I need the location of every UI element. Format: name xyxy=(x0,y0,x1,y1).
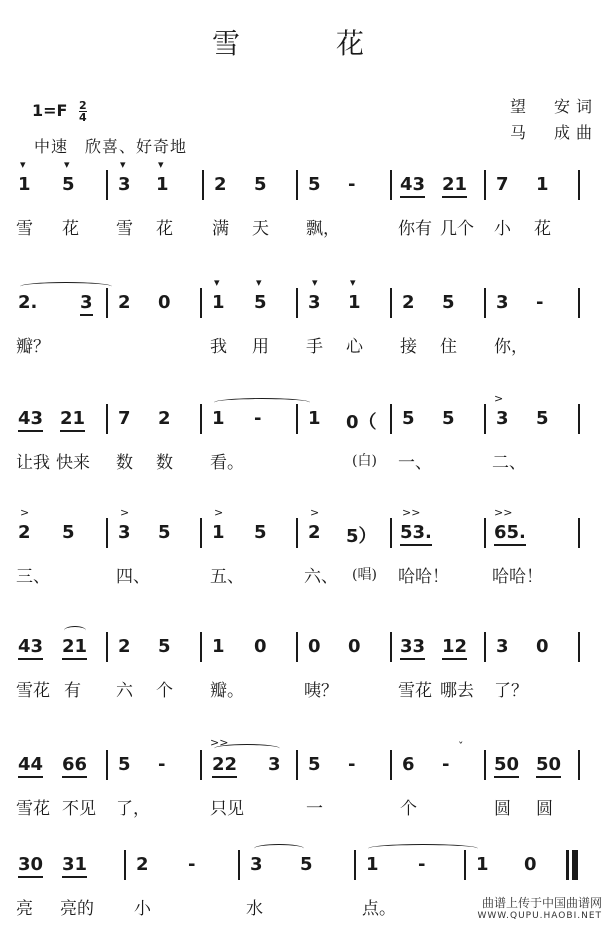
lyric: 个 xyxy=(400,799,417,819)
note: 5 xyxy=(308,174,321,195)
lyric: 雪 xyxy=(116,219,133,239)
note: 6 xyxy=(402,754,415,775)
note: 1 xyxy=(212,636,225,657)
lyric: 亮 xyxy=(16,899,33,919)
bar-line xyxy=(296,288,298,318)
slur xyxy=(20,282,112,291)
bar-line xyxy=(296,518,298,548)
bar-line xyxy=(200,288,202,318)
note: 21 xyxy=(62,636,87,660)
note: 1 xyxy=(348,292,361,313)
note: 0 xyxy=(158,292,171,313)
note: 2 xyxy=(402,292,415,313)
spoken-marking: (白) xyxy=(352,453,377,469)
lyric: 手 xyxy=(306,337,323,357)
note: 1 xyxy=(156,174,169,195)
note: 0 xyxy=(254,636,267,657)
accent-mark: >> xyxy=(210,736,229,749)
bar-line xyxy=(200,404,202,434)
accent-mark: >> xyxy=(494,506,513,519)
lyric: 你， xyxy=(494,337,528,357)
lyric: 雪 xyxy=(16,219,33,239)
watermark xyxy=(477,897,602,923)
lyric: 圆 xyxy=(536,799,553,819)
accent-mark: > xyxy=(20,506,30,519)
note: 53. xyxy=(400,522,432,546)
note: 0 xyxy=(524,854,537,875)
note: 7 xyxy=(118,408,131,429)
note: 21 xyxy=(442,174,467,198)
accent-mark: > xyxy=(120,506,130,519)
accent-mark: ▾ xyxy=(20,158,26,171)
note: 3 xyxy=(496,636,509,657)
lyric: 小 xyxy=(134,899,151,919)
bar-line xyxy=(464,850,466,880)
note: 1 xyxy=(366,854,379,875)
bar-line xyxy=(484,288,486,318)
note: 0 xyxy=(308,636,321,657)
bar-line xyxy=(238,850,240,880)
note: - xyxy=(442,754,450,775)
accent-mark: ▾ xyxy=(312,276,318,289)
bar-line xyxy=(578,750,580,780)
lyric: 水 xyxy=(246,899,263,919)
note: 43 xyxy=(400,174,425,198)
lyric: 让我 xyxy=(16,453,50,473)
slur xyxy=(254,844,304,853)
bar-line xyxy=(106,518,108,548)
lyrics-row xyxy=(0,214,610,240)
note: 3 xyxy=(268,754,281,775)
composer-credit: 马 成曲 xyxy=(510,123,599,142)
note: 33 xyxy=(400,636,425,660)
note: - xyxy=(158,754,166,775)
bar-line xyxy=(390,632,392,662)
note: 5 xyxy=(62,174,75,195)
lyric: 一 xyxy=(306,799,323,819)
lyrics-row xyxy=(0,332,610,358)
note: 5 xyxy=(442,408,455,429)
notes-row xyxy=(0,736,610,782)
lyric: 了？ xyxy=(494,681,528,701)
note: 50 xyxy=(494,754,519,778)
lyric: 住 xyxy=(440,337,457,357)
note: 22 xyxy=(212,754,237,778)
bar-line xyxy=(484,632,486,662)
note: 5 xyxy=(254,292,267,313)
notes-row xyxy=(0,392,610,436)
final-bar-line-thin xyxy=(566,850,569,880)
lyric: 雪花 xyxy=(398,681,432,701)
note: 3 xyxy=(308,292,321,313)
bar-line xyxy=(484,750,486,780)
note: 2 xyxy=(214,174,227,195)
note: 1 xyxy=(18,174,31,195)
lyric: 不见 xyxy=(62,799,96,819)
note: 30 xyxy=(18,854,43,878)
lyric: 四、 xyxy=(116,567,150,587)
note: 5 xyxy=(118,754,131,775)
lyric: 哈哈！ xyxy=(492,567,543,587)
bar-line xyxy=(106,632,108,662)
sung-marking: (唱) xyxy=(352,567,377,583)
lyric: 花 xyxy=(62,219,79,239)
lyric: 接 xyxy=(400,337,417,357)
note: 7 xyxy=(496,174,509,195)
note: 1 xyxy=(212,292,225,313)
note: 50 xyxy=(536,754,561,778)
watermark-line-2: WWW.QUPU.HAOBI.NET xyxy=(477,911,602,921)
note: 1 xyxy=(536,174,549,195)
note: - xyxy=(536,292,544,313)
note: 12 xyxy=(442,636,467,660)
bar-line xyxy=(200,518,202,548)
final-bar-line-thick xyxy=(572,850,578,880)
lyric: 看。 xyxy=(210,453,244,473)
lyrics-row xyxy=(0,676,610,702)
notes-row xyxy=(0,158,610,202)
note: 2 xyxy=(18,522,31,543)
bar-line xyxy=(390,288,392,318)
bar-line xyxy=(578,288,580,318)
key-label: 1=F xyxy=(32,101,68,120)
breath-mark: ˇ xyxy=(458,740,464,753)
lyric: 点。 xyxy=(362,899,396,919)
bar-line xyxy=(390,518,392,548)
lyric: 亮的 xyxy=(60,899,94,919)
note: - xyxy=(348,754,356,775)
watermark-line-1: 曲谱上传于中国曲谱网 xyxy=(481,896,602,910)
lyrics-row xyxy=(0,448,610,474)
accent-mark: ▾ xyxy=(214,276,220,289)
notes-row xyxy=(0,632,610,664)
time-signature xyxy=(79,100,87,123)
bar-line xyxy=(578,404,580,434)
lyric: 用 xyxy=(252,337,269,357)
lyric: 圆 xyxy=(494,799,511,819)
lyric: 瓣。 xyxy=(210,681,244,701)
note: - xyxy=(418,854,426,875)
note: 3 xyxy=(496,292,509,313)
bar-line xyxy=(390,750,392,780)
lyric: 花 xyxy=(534,219,551,239)
note: 0 xyxy=(348,636,361,657)
accent-mark: ▾ xyxy=(256,276,262,289)
note: 1 xyxy=(308,408,321,429)
note: 5 xyxy=(536,408,549,429)
lyric: 一、 xyxy=(398,453,432,473)
time-signature-denominator: 4 xyxy=(79,111,87,124)
lyric: 心 xyxy=(346,337,363,357)
lyric: 飘， xyxy=(306,219,340,239)
lyric: 瓣？ xyxy=(16,337,50,357)
note: 3 xyxy=(80,292,93,316)
accent-mark: > xyxy=(310,506,320,519)
lyricist-credit: 望 安词 xyxy=(510,97,599,116)
accent-mark: ▾ xyxy=(350,276,356,289)
lyrics-row xyxy=(0,562,610,588)
note: 1 xyxy=(212,408,225,429)
bar-line xyxy=(106,288,108,318)
note: 1 xyxy=(212,522,225,543)
lyrics-row xyxy=(0,794,610,820)
bar-line xyxy=(296,750,298,780)
tie xyxy=(368,844,478,853)
bar-line xyxy=(202,170,204,200)
lyric: 快来 xyxy=(56,453,90,473)
bar-line xyxy=(200,632,202,662)
lyric: 你有 xyxy=(398,219,432,239)
accent-mark: ▾ xyxy=(158,158,164,171)
note: 2 xyxy=(158,408,171,429)
note: 2 xyxy=(118,636,131,657)
bar-line xyxy=(296,404,298,434)
note: 3 xyxy=(118,522,131,543)
bar-line xyxy=(578,170,580,200)
time-signature-numerator: 2 xyxy=(79,99,87,112)
note: 43 xyxy=(18,636,43,660)
bar-line xyxy=(296,632,298,662)
bar-line xyxy=(484,404,486,434)
note: 2 xyxy=(136,854,149,875)
note: 0 xyxy=(536,636,549,657)
bar-line xyxy=(484,518,486,548)
note: 5 xyxy=(402,408,415,429)
note: - xyxy=(348,174,356,195)
note: - xyxy=(188,854,196,875)
note: 65. xyxy=(494,522,526,546)
note: 5 xyxy=(442,292,455,313)
bar-line xyxy=(484,170,486,200)
notes-row xyxy=(0,850,610,882)
lyric: 三、 xyxy=(16,567,50,587)
note: - xyxy=(254,408,262,429)
accent-mark: > xyxy=(214,506,224,519)
notes-row xyxy=(0,506,610,550)
note: 0（ xyxy=(346,412,377,433)
lyric: 雪花 xyxy=(16,799,50,819)
note: 3 xyxy=(496,408,509,429)
note: 5 xyxy=(62,522,75,543)
note: 31 xyxy=(62,854,87,878)
note: 5 xyxy=(158,522,171,543)
lyric: 咦？ xyxy=(304,681,338,701)
note: 2 xyxy=(118,292,131,313)
note: 43 xyxy=(18,408,43,432)
accent-mark: >> xyxy=(402,506,421,519)
note: 66 xyxy=(62,754,87,778)
note: 2 xyxy=(308,522,321,543)
lyric: 雪花 xyxy=(16,681,50,701)
note: 21 xyxy=(60,408,85,432)
bar-line xyxy=(106,750,108,780)
lyric: 满 xyxy=(212,219,229,239)
page-title: 雪 花 xyxy=(211,27,398,60)
lyric: 花 xyxy=(156,219,173,239)
note: 3 xyxy=(250,854,263,875)
note: 5 xyxy=(300,854,313,875)
bar-line xyxy=(390,404,392,434)
lyric: 二、 xyxy=(492,453,526,473)
lyric: 数 xyxy=(116,453,133,473)
lyric: 数 xyxy=(156,453,173,473)
note: 5 xyxy=(254,174,267,195)
note: 5 xyxy=(308,754,321,775)
note: 1 xyxy=(476,854,489,875)
bar-line xyxy=(578,632,580,662)
lyric: 六、 xyxy=(304,567,338,587)
bar-line xyxy=(354,850,356,880)
bar-line xyxy=(578,518,580,548)
bar-line xyxy=(296,170,298,200)
accent-mark: ▾ xyxy=(64,158,70,171)
lyric: 哪去 xyxy=(440,681,474,701)
lyric: 天 xyxy=(252,219,269,239)
bar-line xyxy=(390,170,392,200)
lyric: 六 xyxy=(116,681,133,701)
lyric: 几个 xyxy=(440,219,474,239)
lyric: 五、 xyxy=(210,567,244,587)
bar-line xyxy=(200,750,202,780)
accent-mark: ▾ xyxy=(120,158,126,171)
bar-line xyxy=(106,170,108,200)
accent-mark: > xyxy=(494,392,504,405)
key-signature xyxy=(32,100,87,123)
bar-line xyxy=(124,850,126,880)
lyric: 有 xyxy=(64,681,81,701)
lyric: 个 xyxy=(156,681,173,701)
note: 5） xyxy=(346,526,377,547)
lyric: 哈哈！ xyxy=(398,567,449,587)
slur xyxy=(64,626,86,635)
notes-row xyxy=(0,276,610,320)
bar-line xyxy=(106,404,108,434)
note: 3 xyxy=(118,174,131,195)
lyric: 小 xyxy=(494,219,511,239)
lyric: 只见 xyxy=(210,799,244,819)
note: 2. xyxy=(18,292,38,313)
tempo-marking: 中速 欣喜、好奇地 xyxy=(34,137,188,156)
note: 5 xyxy=(254,522,267,543)
note: 5 xyxy=(158,636,171,657)
note: 44 xyxy=(18,754,43,778)
lyric: 我 xyxy=(210,337,227,357)
lyric: 了， xyxy=(116,799,150,819)
